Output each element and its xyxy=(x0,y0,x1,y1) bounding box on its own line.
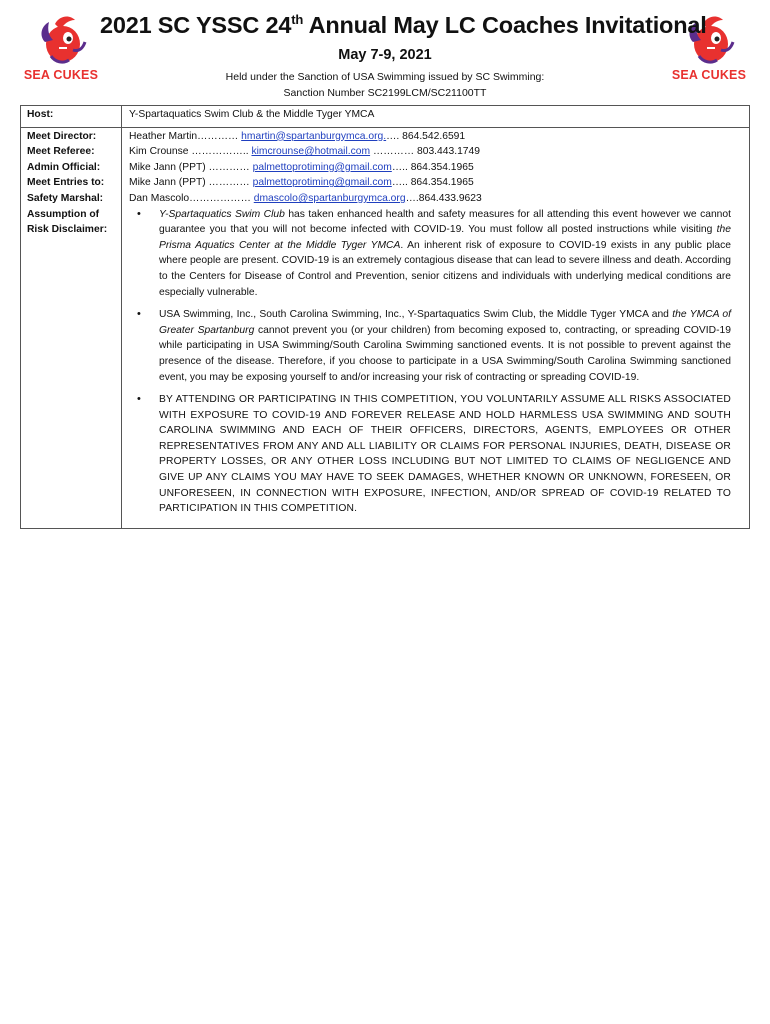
labels-column xyxy=(21,127,122,528)
value-host: Y-Spartaquatics Swim Club & the Middle Tyger YMCA xyxy=(122,106,750,128)
safety-marshal-phone: ….864.433.9623 xyxy=(405,192,482,204)
values-column xyxy=(122,127,750,528)
meet-director-email-link[interactable]: hmartin@spartanburgymca.org. xyxy=(241,130,387,142)
meet-entries-phone: ….. 864.354.1965 xyxy=(391,177,474,189)
sanction-line-1: Held under the Sanction of USA Swimming issued by SC Swimming: xyxy=(225,71,545,83)
label-admin-official: Admin Official: xyxy=(27,161,101,173)
label-meet-referee: Meet Referee: xyxy=(27,146,95,158)
label-meet-director: Meet Director: xyxy=(27,130,97,142)
table-row-officials xyxy=(21,127,750,528)
page-title: 2021 SC YSSC 24th Annual May LC Coaches Invitational xyxy=(100,12,707,38)
label-host: Host: xyxy=(21,106,122,128)
meet-entries-contact xyxy=(129,175,731,191)
sanction-line-2: Sanction Number SC2199LCM/SC21100TT xyxy=(283,86,487,99)
sea-cucumber-mascot-icon xyxy=(33,12,89,66)
risk-disclaimer-list xyxy=(129,207,731,517)
meet-referee-phone: ………… 803.443.1749 xyxy=(372,146,480,158)
disclaimer-paragraph-2: • USA Swimming, Inc., South Carolina Swimming, Inc., Y-Spartaquatics Swim Club, the Middle Tyger YMCA and the YMCA of Greater Spartanburg cannot prevent you (or your children) from becoming exposed to, contracting, or spreading COVID-19 while participating in USA Swimming/South Carolina Swimming sanctioned events. It is not possible to prevent against the presence of the disease. Therefore, if you choose to participate in a USA Swimming/South Carolina Swimming sanctioned event, you may be exposing yourself to and/or increasing your risk of contracting or spreading COVID-19. xyxy=(159,307,731,385)
sanction-info xyxy=(100,70,670,101)
label-risk-disclaimer: Risk Disclaimer: xyxy=(27,224,108,236)
table-row-host xyxy=(21,106,750,128)
admin-official-phone: ….. 864.354.1965 xyxy=(391,161,474,173)
label-safety-marshal: Safety Marshal: xyxy=(27,192,104,204)
meet-director-name: Heather Martin………… xyxy=(129,130,239,142)
admin-official-email-link[interactable]: palmettoprotiming@gmail.com xyxy=(252,161,392,173)
logo-wordmark: SEA CUKES xyxy=(671,68,747,82)
disclaimer-paragraph-3: • BY ATTENDING OR PARTICIPATING IN THIS COMPETITION, YOU VOLUNTARILY ASSUME ALL RISKS ASSOCIATED WITH EXPOSURE TO COVID-19 AND FOREVER RELEASE AND HOLD HARMLESS USA SWIMMING AND SOUTH CAROLINA SWIMMING AND EACH OF THEIR OFFICERS, DIRECTORS, AGENTS, EMPLOYEES OR OTHER REPRESENTATIVES FROM ANY AND ALL LIABILITY OR CLAIMS FOR PERSONAL INJURIES, DEATH, DISEASE OR PROPERTY LOSSES, OR ANY OTHER LOSS INCLUDING BUT NOT LIMITED TO CLAIMS OF NEGLIGENCE AND GIVE UP ANY CLAIMS YOU MAY HAVE TO SEEK DAMAGES, WHETHER KNOWN OR UNKNOWN, FORESEEN, OR UNFORESEEN, IN CONNECTION WITH EXPOSURE, INFECTION, AND/OR SPREAD OF COVID-19 RELATED TO PARTICIPATION IN THIS COMPETITION. xyxy=(159,392,731,517)
admin-official-name: Mike Jann (PPT) ………… xyxy=(129,161,250,173)
meet-entries-name: Mike Jann (PPT) ………… xyxy=(129,177,250,189)
label-assumption-of: Assumption of xyxy=(27,208,100,220)
meet-director-contact xyxy=(129,129,731,145)
meet-info-table xyxy=(20,105,750,529)
meet-entries-email-link[interactable]: palmettoprotiming@gmail.com xyxy=(252,177,392,189)
label-meet-entries: Meet Entries to: xyxy=(27,177,105,189)
disclaimer-paragraph-1: • Y-Spartaquatics Swim Club has taken enhanced health and safety measures for all attending this event however we cannot guarantee you that you will not become infected with COVID-19. You must follow all posted instructions while visiting the Prisma Aquatics Center at the Middle Tyger YMCA. An inherent risk of exposure to COVID-19 exists in any public place where people are present. COVID-19 is an extremely contagious disease that can lead to severe illness and death. According to the Centers for Disease of Control and Prevention, senior citizens and individuals with underlying medical conditions are especially vulnerable. xyxy=(159,207,731,301)
sea-cukes-logo-left xyxy=(20,12,102,84)
meet-director-phone: …. 864.542.6591 xyxy=(386,130,466,142)
meet-dates: May 7-9, 2021 xyxy=(338,47,432,63)
meet-referee-contact xyxy=(129,144,731,160)
meet-referee-name: Kim Crounse …………….. xyxy=(129,146,249,158)
logo-wordmark: SEA CUKES xyxy=(23,68,99,82)
safety-marshal-name: Dan Mascolo……………… xyxy=(129,192,251,204)
admin-official-contact xyxy=(129,160,731,176)
safety-marshal-contact xyxy=(129,191,731,207)
meet-referee-email-link[interactable]: kimcrounse@hotmail.com xyxy=(251,146,371,158)
safety-marshal-email-link[interactable]: dmascolo@spartanburgymca.org xyxy=(253,192,406,204)
